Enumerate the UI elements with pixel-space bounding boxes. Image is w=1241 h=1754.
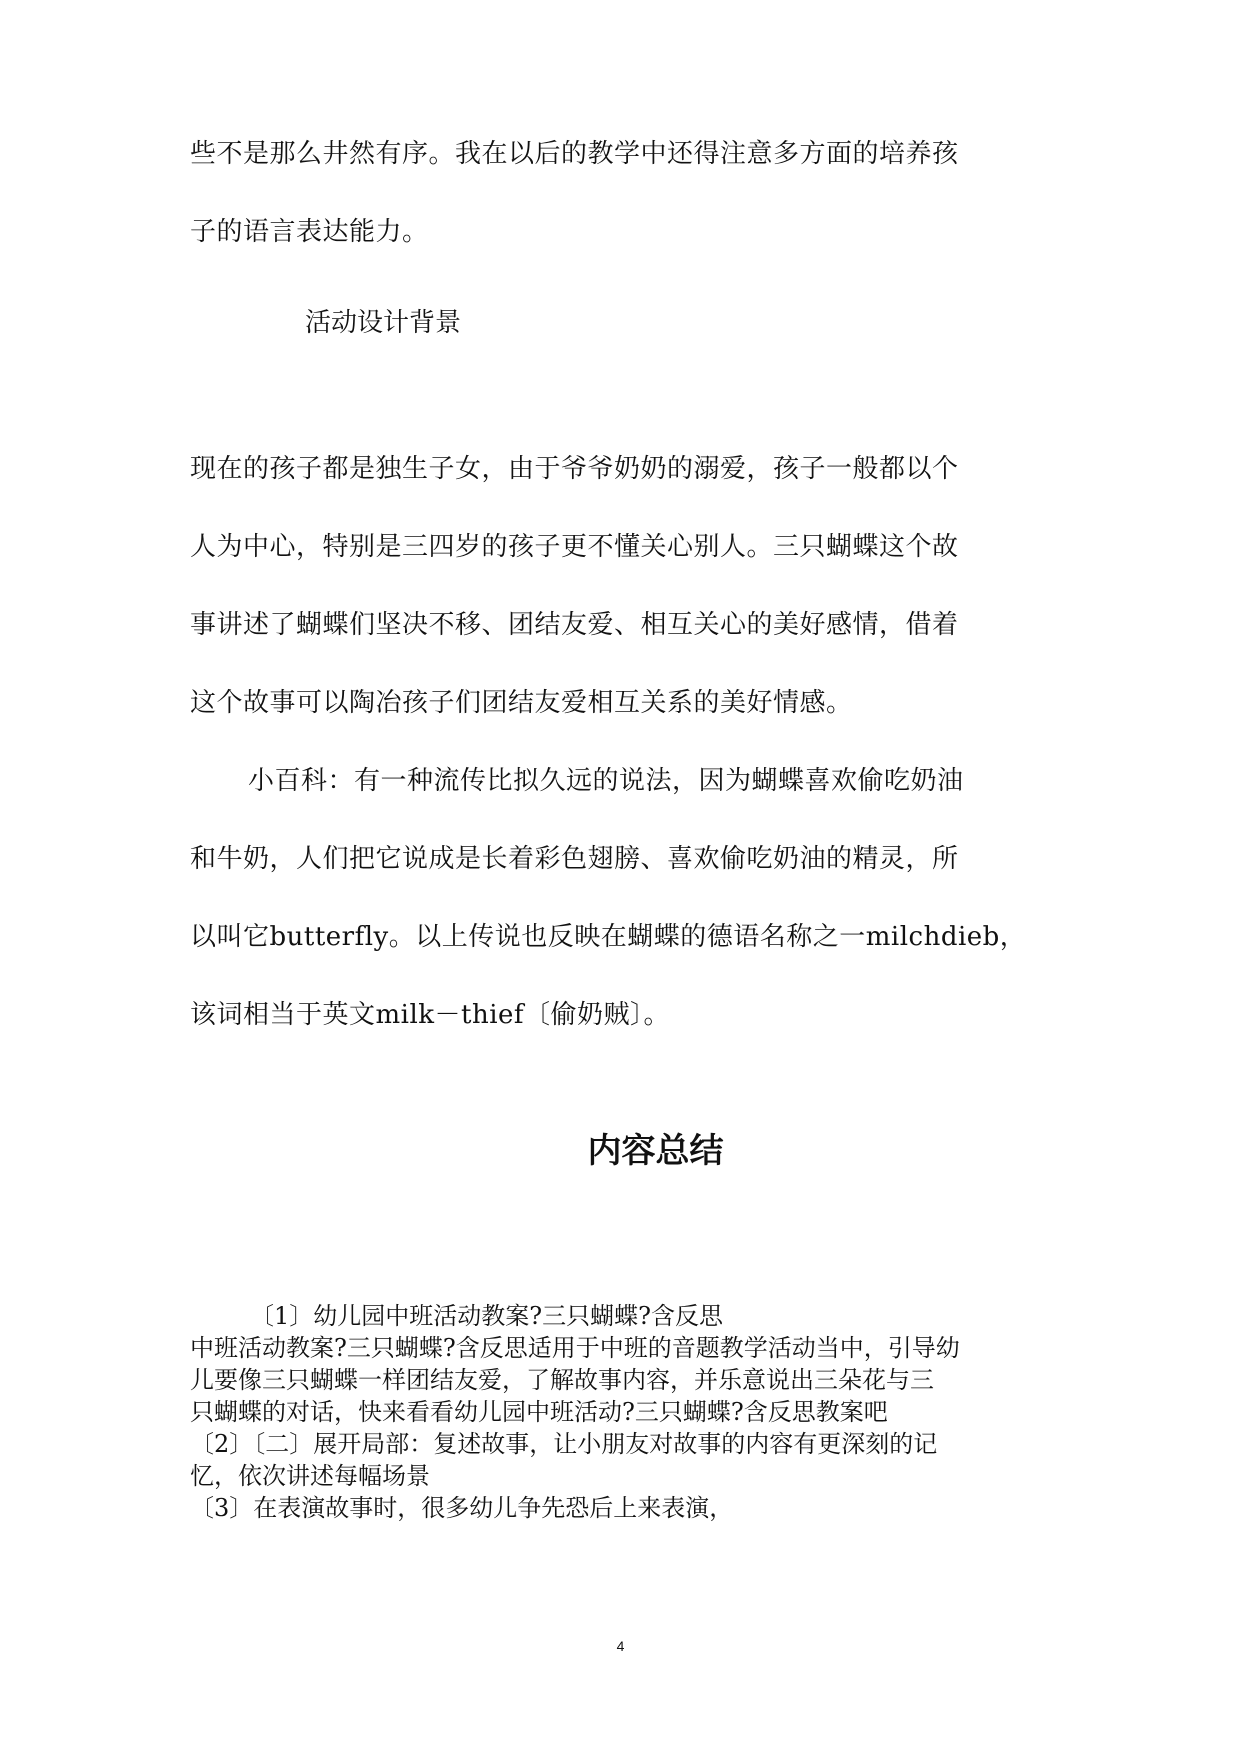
text-line: 这个故事可以陶冶孩子们团结友爱相互关系的美好情感。 <box>190 688 853 718</box>
summary-block <box>190 1300 1070 1524</box>
summary-line: 〔3〕在表演故事时，很多幼儿争先恐后上来表演， <box>190 1494 734 1522</box>
text-line: 子的语言表达能力。 <box>190 217 429 247</box>
text-line: 该词相当于英文milk－thief〔偷奶贼〕。 <box>190 1000 671 1030</box>
summary-line: 只蝴蝶的对话，快来看看幼儿园中班活动?三只蝴蝶?含反思教案吧 <box>190 1398 888 1426</box>
paragraph-encyclopedia <box>190 742 1050 1054</box>
text-line: 事讲述了蝴蝶们坚决不移、团结友爱、相互关心的美好感情，借着 <box>190 610 959 640</box>
summary-line: 〔1〕幼儿园中班活动教案?三只蝴蝶?含反思 <box>250 1302 724 1330</box>
summary-line: 忆，依次讲述每幅场景 <box>190 1462 430 1490</box>
summary-title: 内容总结 <box>587 1131 724 1171</box>
section-subheading: 活动设计背景 <box>305 308 462 338</box>
summary-line: 中班活动教案?三只蝴蝶?含反思适用于中班的音题教学活动当中，引导幼 <box>190 1334 960 1362</box>
text-line: 和牛奶，人们把它说成是长着彩色翅膀、喜欢偷吃奶油的精灵，所 <box>190 844 959 874</box>
text-line: 小百科：有一种流传比拟久远的说法，因为蝴蝶喜欢偷吃奶油 <box>248 766 964 796</box>
summary-line: 〔2〕〔二〕展开局部：复述故事，让小朋友对故事的内容有更深刻的记 <box>190 1430 938 1458</box>
text-line: 人为中心，特别是三四岁的孩子更不懂关心别人。三只蝴蝶这个故 <box>190 532 959 562</box>
text-line: 现在的孩子都是独生子女，由于爷爷奶奶的溺爱，孩子一般都以个 <box>190 454 959 484</box>
text-line: 些不是那么井然有序。我在以后的教学中还得注意多方面的培养孩 <box>190 139 959 169</box>
summary-line: 儿要像三只蝴蝶一样团结友爱，了解故事内容，并乐意说出三朵花与三 <box>190 1366 934 1394</box>
text-line: 以叫它butterfly。以上传说也反映在蝴蝶的德语名称之一milchdieb， <box>190 922 1027 952</box>
page-number: 4 <box>616 1638 625 1654</box>
paragraph-continuation <box>190 115 1050 271</box>
paragraph-background <box>190 430 1050 742</box>
